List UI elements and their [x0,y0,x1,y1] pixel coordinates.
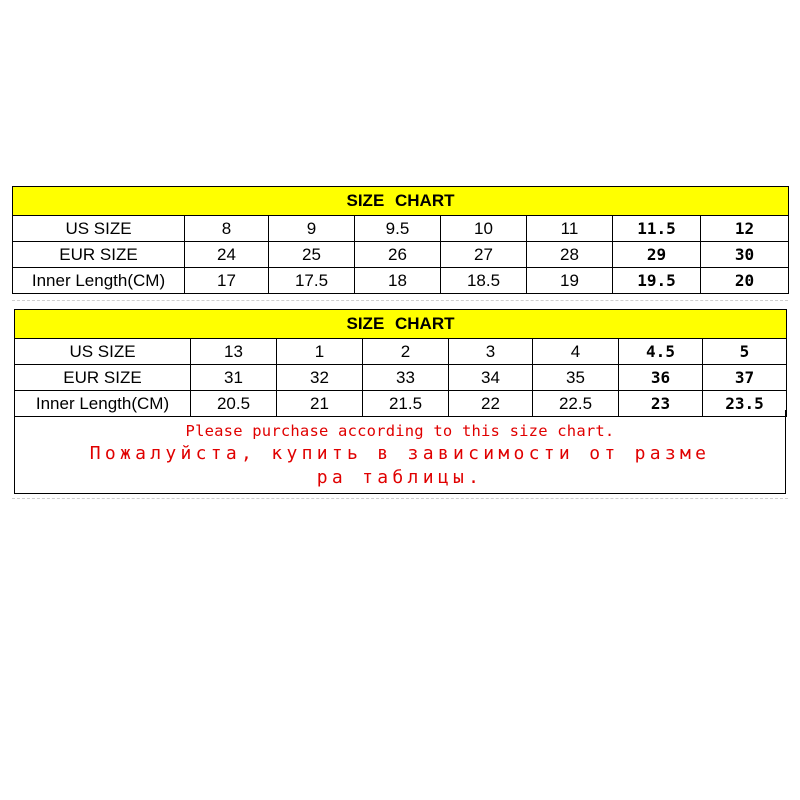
purchase-note-russian [15,442,785,490]
table-cell: 31 [191,365,277,391]
purchase-note-english: Please purchase according to this size chart. [185,422,615,440]
row-label: EUR SIZE [13,242,185,268]
table-cell: 25 [269,242,355,268]
row-label: Inner Length(CM) [15,391,191,417]
table-cell: 27 [441,242,527,268]
table-cell: 17 [185,268,269,294]
table-cell: 20.5 [191,391,277,417]
table-cell: 21.5 [363,391,449,417]
table-cell: 28 [527,242,613,268]
table-row-us-size [13,216,789,242]
table-cell: 10 [441,216,527,242]
table-cell: 5 [703,339,787,365]
table-cell: 34 [449,365,533,391]
table-cell: 20 [701,268,789,294]
row-label: US SIZE [15,339,191,365]
table-cell: 22.5 [533,391,619,417]
table-cell: 18.5 [441,268,527,294]
table-cell: 2 [363,339,449,365]
table-cell: 17.5 [269,268,355,294]
table-cell: 32 [277,365,363,391]
table-cell: 4 [533,339,619,365]
table-cell: 30 [701,242,789,268]
table-cell: 11.5 [613,216,701,242]
table-row-eur-size [15,365,787,391]
table-row-eur-size [13,242,789,268]
table-cell: 4.5 [619,339,703,365]
table-title: SIZE CHART [13,187,789,216]
row-label: US SIZE [13,216,185,242]
table-cell: 23 [619,391,703,417]
table-row-inner-length [13,268,789,294]
table-row-us-size [15,339,787,365]
table-cell: 19.5 [613,268,701,294]
table-cell: 8 [185,216,269,242]
row-label: Inner Length(CM) [13,268,185,294]
purchase-note-box [14,410,786,494]
table-cell: 13 [191,339,277,365]
table-cell: 21 [277,391,363,417]
purchase-note-russian-line-2: ра таблицы. [316,467,484,488]
table-cell: 36 [619,365,703,391]
table-cell: 19 [527,268,613,294]
table-cell: 26 [355,242,441,268]
table-cell: 18 [355,268,441,294]
table-cell: 9.5 [355,216,441,242]
size-chart-table-1 [12,186,789,294]
table-cell: 3 [449,339,533,365]
table-cell: 23.5 [703,391,787,417]
row-label: EUR SIZE [15,365,191,391]
table-cell: 11 [527,216,613,242]
table-title-row [13,187,789,216]
table-cell: 29 [613,242,701,268]
purchase-note-russian-line-1: Пожалуйста, купить в зависимости от разме [89,443,711,464]
sheet-gridline [12,498,788,499]
table-cell: 24 [185,242,269,268]
sheet-gridline [12,300,788,301]
table-cell: 12 [701,216,789,242]
table-cell: 35 [533,365,619,391]
table-cell: 22 [449,391,533,417]
table-cell: 37 [703,365,787,391]
table-title: SIZE CHART [15,310,787,339]
size-chart-table-2 [14,309,787,417]
table-cell: 1 [277,339,363,365]
table-title-row [15,310,787,339]
table-cell: 33 [363,365,449,391]
table-cell: 9 [269,216,355,242]
